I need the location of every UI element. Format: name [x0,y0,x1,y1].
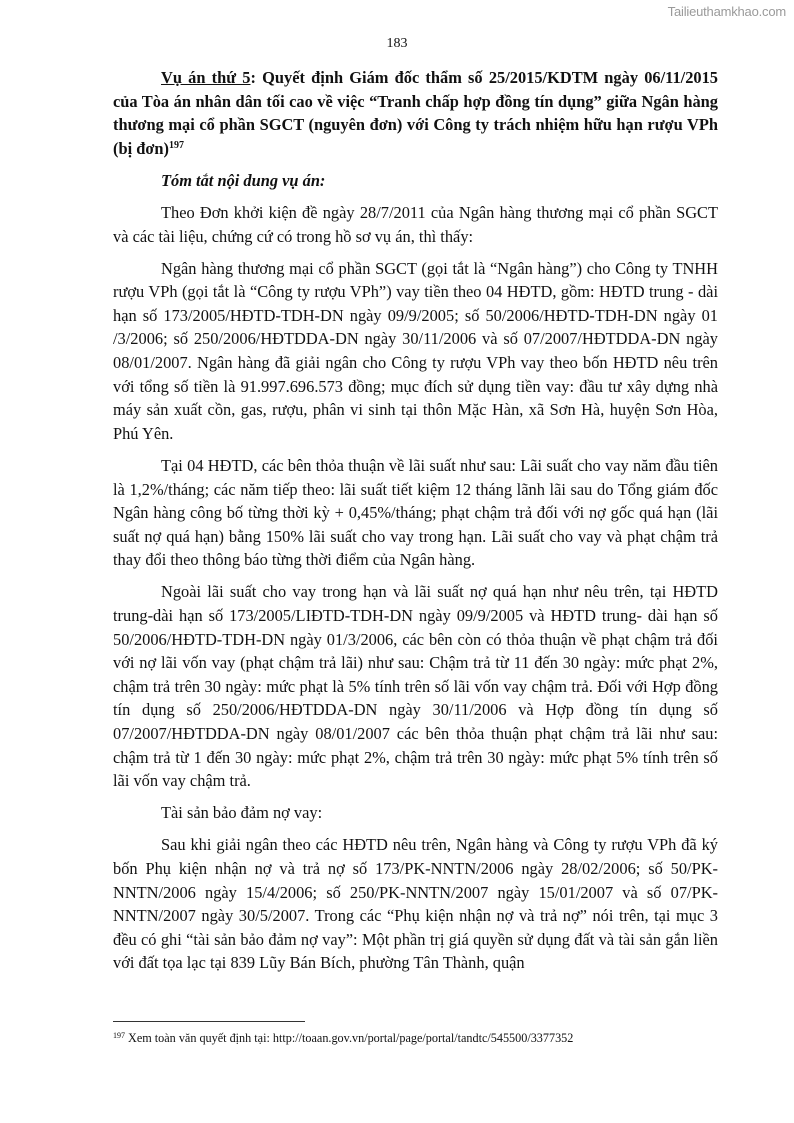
paragraph-collateral: Sau khi giải ngân theo các HĐTD nêu trên, Ngân hàng và Công ty rượu VPh đã ký bốn Phụ kiện nhận nợ và trả nợ số 173/PK-NNTN/2006 ngày 28/02/2006; số 50/PK-NNTN/2006 ngày 15/4/2006; số 250/PK-NNTN/2007 ngày 15/01/2007 và số 07/PK-NNTN/2007 ngày 30/5/2007. Trong các “Phụ kiện nhận nợ và trả nợ” nói trên, tại mục 3 đều có ghi “tài sản bảo đảm nợ vay”: Một phần trị giá quyền sử dụng đất và tài sản gắn liền với đất tọa lạc tại 839 Lũy Bán Bích, phường Tân Thành, quận [113,835,718,973]
watermark: Tailieuthamkhao.com [667,4,786,19]
summary-subheading: Tóm tắt nội dung vụ án: [161,170,326,190]
case-heading-text: : Quyết định Giám đốc thẩm số 25/2015/KDTM ngày 06/11/2015 của Tòa án nhân dân tối cao về việc “Tranh chấp hợp đồng tín dụng” giữa Ngân hàng thương mại cổ phần SGCT (nguyên đơn) với Công ty trách nhiệm hữu hạn rượu VPh (bị đơn) [113,68,718,158]
case-label: Vụ án thứ 5 [161,68,251,87]
paragraph-late-penalty: Ngoài lãi suất cho vay trong hạn và lãi suất nợ quá hạn như nêu trên, tại HĐTD trung-dài hạn số 173/2005/LIĐTD-TDH-DN ngày 09/9/2005 và HĐTD trung- dài hạn số 50/2006/HĐTD-TDH-DN ngày 01/3/2006, các bên còn có thỏa thuận về phạt chậm trả đối với nợ lãi vốn vay (phạt chậm trả lãi) như sau: Chậm trả từ 11 đến 30 ngày: mức phạt 2%, chậm trả trên 30 ngày: mức phạt là 5% tính trên số lãi vốn vay chậm trả. Đối với Hợp đồng tín dụng số 250/2006/HĐTDDA-DN ngày 30/11/2006 và Hợp đồng tín dụng số 07/2007/HĐTDDA-DN ngày 08/01/2007 các bên thỏa thuận phạt chậm trả lãi như sau: chậm trả từ 1 đến 30 ngày: mức phạt 2%, chậm trả trên 30 ngày: mức phạt 5% tính trên số lãi vốn vay chậm trả. [113,582,718,791]
footnote-ref[interactable]: 197 [169,139,184,151]
body-text [113,66,718,983]
footnote-number: 197 [113,1031,125,1040]
page-number: 183 [386,36,408,51]
paragraph-loan-contracts: Ngân hàng thương mại cổ phần SGCT (gọi tắt là “Ngân hàng”) cho Công ty TNHH rượu VPh (gọi tắt là “Công ty rượu VPh”) vay tiền theo 04 HĐTD, gồm: HĐTD trung - dài hạn số 173/2005/HĐTD-TDH-DN ngày 09/9/2005; số 50/2006/HĐTD-TDH-DN ngày 01 /3/2006; số 250/2006/HĐTDDA-DN ngày 30/11/2006 và số 07/2007/HĐTDDA-DN ngày 08/01/2007. Ngân hàng đã giải ngân cho Công ty rượu VPh vay theo bốn HĐTD nêu trên với tổng số tiền là 91.997.696.573 đồng; mục đích sử dụng tiền vay: đầu tư xây dựng nhà máy sản xuất cồn, gas, rượu, phân vi sinh tại thôn Mặc Hàn, xã Sơn Hà, huyện Sơn Hòa, Phú Yên. [113,258,718,443]
paragraph-interest-rates: Tại 04 HĐTD, các bên thỏa thuận về lãi suất như sau: Lãi suất cho vay năm đầu tiên là 1,2%/tháng; các năm tiếp theo: lãi suất tiết kiệm 12 tháng lãnh lãi sau do Tổng giám đốc Ngân hàng công bố từng thời kỳ + 0,45%/tháng; phạt chậm trả đối với nợ gốc quá hạn (lãi suất nợ quá hạn) bằng 150% lãi suất cho vay trong hạn. Lãi suất cho vay và phạt chậm trả thay đổi theo thông báo từng thời điểm của Ngân hàng. [113,455,718,570]
paragraph-collateral-heading: Tài sản bảo đảm nợ vay: [161,803,323,823]
case-heading [113,66,718,160]
footnote [113,1031,733,1046]
footnote-text: Xem toàn văn quyết định tại: http://toaan.gov.vn/portal/page/portal/tandtc/545500/3377352 [125,1031,574,1045]
footnote-separator [113,1021,305,1022]
paragraph-complaint: Theo Đơn khởi kiện đề ngày 28/7/2011 của Ngân hàng thương mại cổ phần SGCT và các tài liệu, chứng cứ có trong hồ sơ vụ án, thì thấy: [113,202,718,246]
